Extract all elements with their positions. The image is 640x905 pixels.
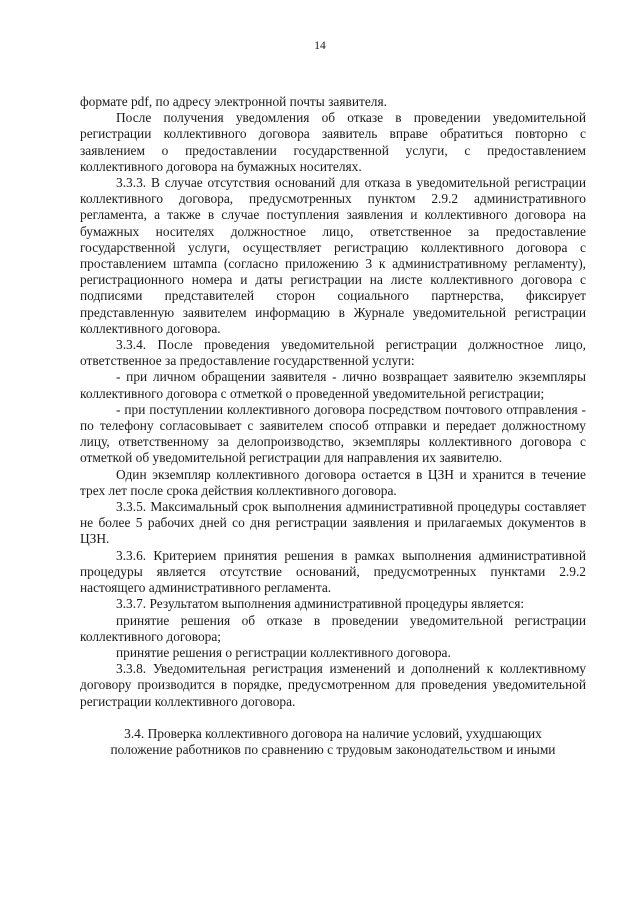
paragraph-registration-decision: принятие решения о регистрации коллективного договора.	[116, 644, 451, 660]
paragraph-copy-storage: Один экземпляр коллективного договора остается в ЦЗН и хранится в течение трех лет после срока действия коллективного договора.	[80, 466, 586, 498]
paragraph-3-3-6: 3.3.6. Критерием принятия решения в рамках выполнения административной процедуры является отсутствие оснований, предусмотренных пунктами 2.9.2 настоящего административного регламента.	[80, 547, 586, 596]
paragraph-3-3-8: 3.3.8. Уведомительная регистрация изменений и дополнений к коллективному договору производится в порядке, предусмотренном для проведения уведомительной регистрации коллективного договора.	[80, 661, 586, 709]
paragraph-3-3-4: 3.3.4. После проведения уведомительной регистрации должностное лицо, ответственное за предоставление государственной услуги:	[80, 337, 586, 369]
paragraph-3-3-5: 3.3.5. Максимальный срок выполнения административной процедуры составляет не более 5 рабочих дней со дня регистрации заявления и прилагаемых документов в ЦЗН.	[80, 499, 586, 547]
section-heading-line-2: положение работников по сравнению с трудовым законодательством и иными	[110, 742, 556, 758]
paragraph-refusal-decision: принятие решения об отказе в проведении уведомительной регистрации коллективного договора;	[80, 612, 586, 644]
paragraph-3-3-7: 3.3.7. Результатом выполнения административной процедуры является:	[116, 596, 525, 612]
section-heading-line-1: 3.4. Проверка коллективного договора на наличие условий, ухудшающих	[124, 725, 542, 741]
paragraph-personal-visit: - при личном обращении заявителя - лично возвращает заявителю экземпляры коллективного договора с отметкой о проведенной уведомительной регистрации;	[80, 369, 586, 401]
document-body	[80, 94, 586, 759]
paragraph-3-3-3: 3.3.3. В случае отсутствия оснований для отказа в уведомительной регистрации коллективного договора, предусмотренных пунктом 2.9.2 административного регламента, а также в случае поступления заявления и коллективного договора на бумажных носителях должностное лицо, ответственное за предоставление государственной услуги, осуществляет регистрацию коллективного договора с проставлением штампа (согласно приложению 3 к административному регламенту), регистрационного номера и даты регистрации на листе коллективного договора с подписями представителей сторон социального партнерства, фиксирует представленную заявителем информацию в Журнале уведомительной регистрации коллективного договора.	[80, 175, 586, 336]
section-heading-3-4	[80, 726, 586, 759]
paragraph-refusal-notice: После получения уведомления об отказе в проведении уведомительной регистрации коллективного договора заявитель вправе обратиться повторно с заявлением о предоставлении государственной услуги, с предоставлением коллективного договора на бумажных носителях.	[80, 110, 586, 174]
paragraph-postal-delivery: - при поступлении коллективного договора посредством почтового отправления - по телефону согласовывает с заявителем способ отправки и передает должностному лицу, ответственному за делопроизводство, экземпляры коллективного договора с отметкой об уведомительной регистрации для направления их заявителю.	[80, 401, 586, 466]
page-number: 14	[314, 40, 326, 52]
paragraph-pdf-email: формате pdf, по адресу электронной почты заявителя.	[80, 94, 387, 109]
